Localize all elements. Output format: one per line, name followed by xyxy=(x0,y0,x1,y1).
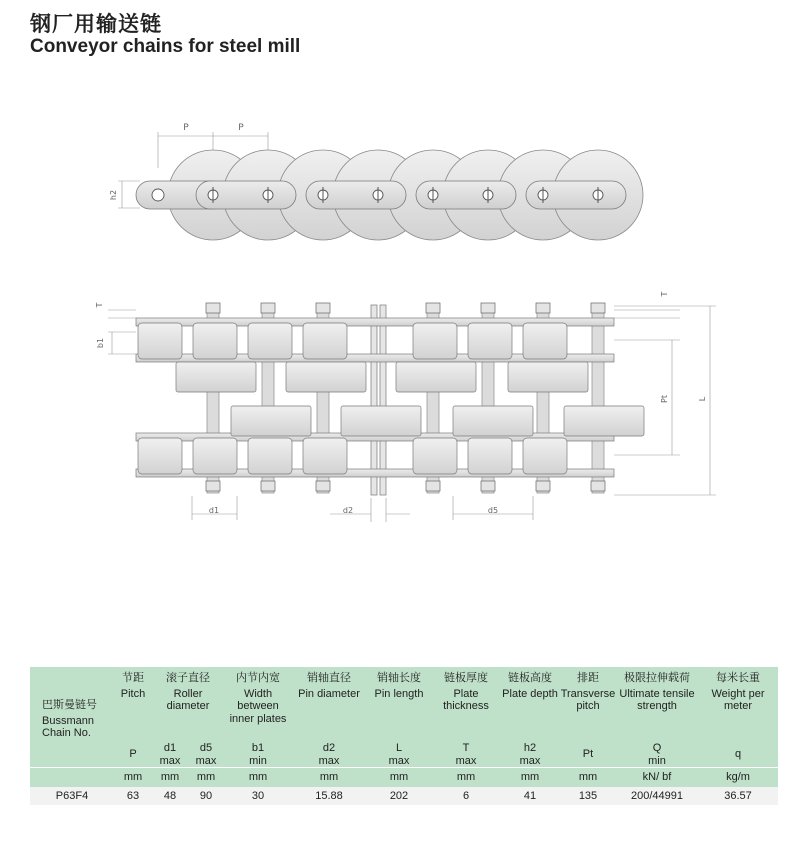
plate-height-label: h2 xyxy=(109,189,118,201)
sym-b1: b1 xyxy=(251,742,265,754)
unit-l: mm xyxy=(366,768,432,788)
unit-d2: mm xyxy=(292,768,366,788)
plate-thickness-label-left: T xyxy=(95,302,104,308)
sym-d5: d5 xyxy=(199,742,213,754)
roller-diameter-label: d1 xyxy=(208,506,220,515)
col-plate-depth-cn: 链板高度 xyxy=(508,672,552,684)
unit-pt: mm xyxy=(560,768,616,788)
pitch-label-2: P xyxy=(238,123,244,133)
unit-h2: mm xyxy=(500,768,560,788)
pitch-label-1: P xyxy=(183,123,189,133)
sub-h2: max xyxy=(519,754,541,767)
col-inner-width-en: Width between inner plates xyxy=(229,687,287,725)
col-transverse-pitch-en: Transverse pitch xyxy=(560,687,616,713)
chain-no-cn: 巴斯曼链号 xyxy=(42,699,97,712)
sub-t: max xyxy=(455,754,477,767)
col-inner-width-cn: 内节内宽 xyxy=(236,672,280,684)
cell-pitch: 63 xyxy=(114,787,152,805)
col-plate-thickness-en: Plate thickness xyxy=(443,687,489,713)
sub-d1: max xyxy=(159,754,181,767)
cell-d1: 48 xyxy=(152,787,188,805)
sym-t: T xyxy=(462,742,470,754)
sym-l: L xyxy=(395,742,403,754)
col-roller-cn: 滚子直径 xyxy=(166,672,210,684)
col-weight-en: Weight per meter xyxy=(711,687,765,713)
col-plate-thickness-cn: 链板厚度 xyxy=(444,672,488,684)
cell-d5: 90 xyxy=(188,787,224,805)
sym-q: q xyxy=(734,748,742,761)
col-pitch-cn: 节距 xyxy=(122,672,144,684)
cell-pt: 135 xyxy=(560,787,616,805)
page-title-chinese: 钢厂用输送链 xyxy=(30,12,162,36)
plate-thickness-label-right: T xyxy=(660,291,669,297)
sub-d2: max xyxy=(318,754,340,767)
sym-pitch: P xyxy=(129,748,137,761)
sub-d5: max xyxy=(195,754,217,767)
sub-l: max xyxy=(388,754,410,767)
unit-q-cap: kN/ bf xyxy=(616,768,698,788)
specification-table xyxy=(30,667,778,805)
col-pin-length-en: Pin length xyxy=(374,687,424,700)
cell-q: 36.57 xyxy=(698,787,778,805)
unit-q: kg/m xyxy=(698,768,778,788)
cell-q-cap: 200/44991 xyxy=(616,787,698,805)
col-weight-cn: 每米长重 xyxy=(716,672,760,684)
cell-d2: 15.88 xyxy=(292,787,366,805)
col-plate-depth-en: Plate depth xyxy=(502,687,558,700)
sym-pt: Pt xyxy=(582,748,594,761)
sym-h2: h2 xyxy=(523,742,537,754)
inner-width-label: b1 xyxy=(96,337,105,349)
table-header-row-symbols xyxy=(30,742,778,768)
pin-length-label: L xyxy=(698,396,707,402)
col-pitch-en: Pitch xyxy=(120,687,146,700)
table-header-row-units xyxy=(30,768,778,788)
unit-d1: mm xyxy=(152,768,188,788)
col-pin-length-cn: 销轴长度 xyxy=(377,672,421,684)
sym-q-cap: Q xyxy=(652,742,662,754)
col-tensile-cn: 极限拉伸载荷 xyxy=(624,672,690,684)
cell-h2: 41 xyxy=(500,787,560,805)
pin-diameter-label: d2 xyxy=(342,506,354,515)
sym-d2: d2 xyxy=(322,742,336,754)
col-roller-en: Roller diameter xyxy=(166,687,210,713)
chain-side-view xyxy=(109,123,643,240)
large-roller-diameter-label: d5 xyxy=(487,506,499,515)
chain-technical-drawing xyxy=(0,110,800,530)
unit-t: mm xyxy=(432,768,500,788)
chain-plan-view xyxy=(95,291,716,522)
cell-t: 6 xyxy=(432,787,500,805)
chain-no-en: Bussmann Chain No. xyxy=(42,714,94,740)
sym-d1: d1 xyxy=(163,742,177,754)
col-pin-diameter-en: Pin diameter xyxy=(298,687,360,700)
unit-d5: mm xyxy=(188,768,224,788)
unit-b1: mm xyxy=(224,768,292,788)
cell-chain-no: P63F4 xyxy=(30,787,114,805)
table-header-row-names xyxy=(30,667,778,742)
col-transverse-pitch-cn: 排距 xyxy=(577,672,599,684)
col-tensile-en: Ultimate tensile strength xyxy=(619,687,695,713)
cell-l: 202 xyxy=(366,787,432,805)
transverse-pitch-label: Pt xyxy=(660,395,669,403)
table-row xyxy=(30,787,778,805)
sub-b1: min xyxy=(249,754,267,767)
sub-q-cap: min xyxy=(648,754,666,767)
page-title-english: Conveyor chains for steel mill xyxy=(30,36,301,57)
unit-pitch: mm xyxy=(114,768,152,788)
col-pin-diameter-cn: 销轴直径 xyxy=(307,672,351,684)
cell-b1: 30 xyxy=(224,787,292,805)
